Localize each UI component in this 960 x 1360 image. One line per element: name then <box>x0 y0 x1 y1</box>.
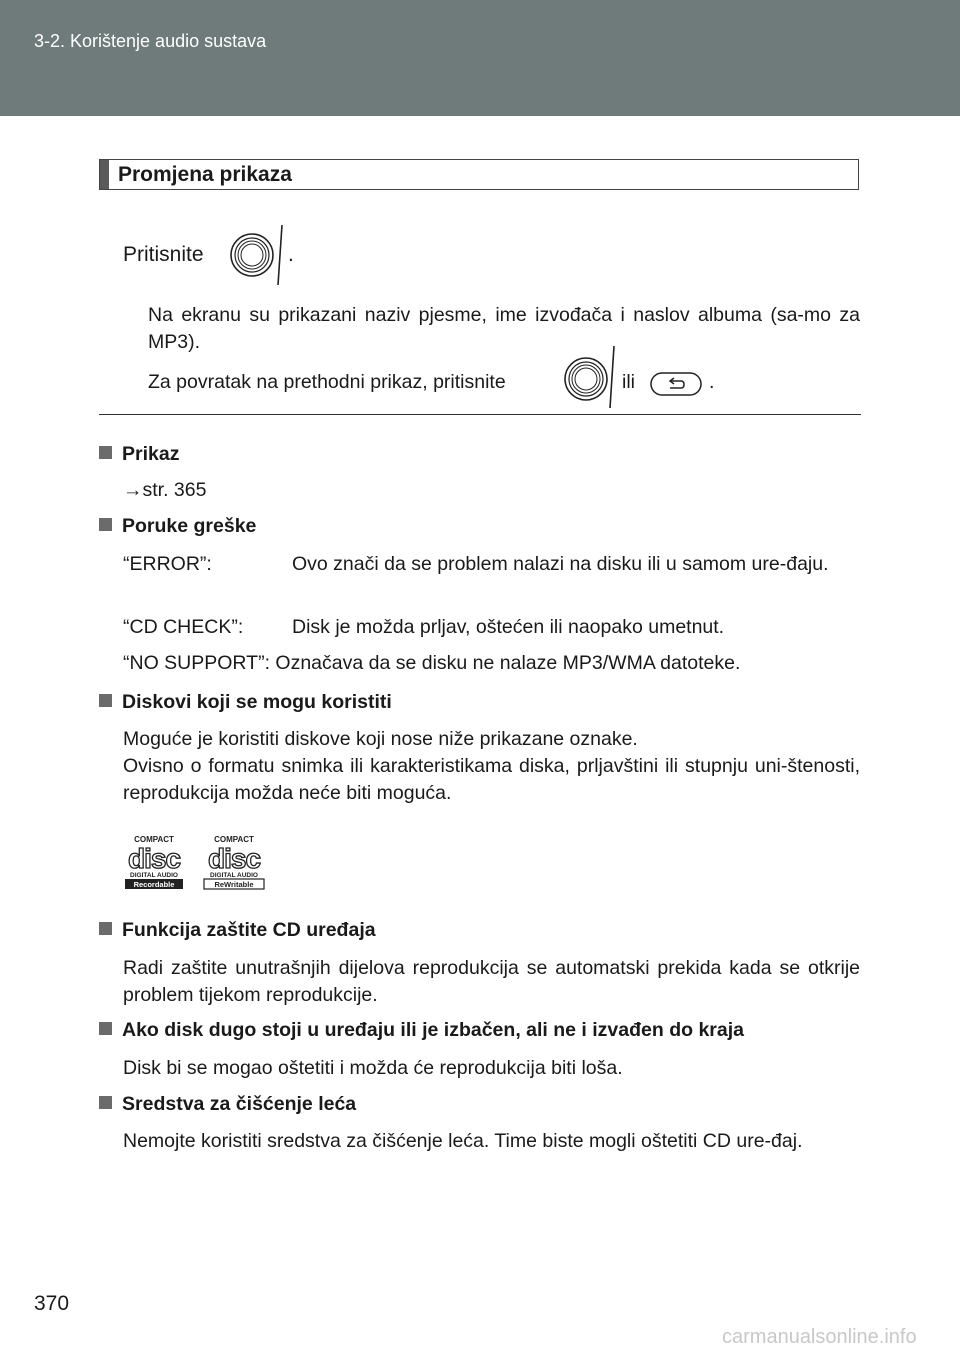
bullet-square-icon <box>99 922 112 935</box>
bullet-square-icon <box>99 1022 112 1035</box>
return-or: ili <box>622 371 635 393</box>
cdcheck-value: Disk je možda prljav, oštećen ili naopako umetnut. <box>292 616 725 638</box>
protection-body: Radi zaštite unutrašnjih dijelova reprodukcija se automatski prekida kada se otkrije problem tijekom reprodukcije. <box>123 957 860 1006</box>
svg-text:disc: disc <box>127 843 181 874</box>
back-button-icon <box>650 372 702 396</box>
heading-cleaner: Sredstva za čišćenje leća <box>99 1091 356 1118</box>
press-end: . <box>288 243 294 266</box>
watermark: carmanualsonline.info <box>722 1326 917 1348</box>
breadcrumb: 3-2. Korištenje audio sustava <box>34 31 267 51</box>
display-description: Na ekranu su prikazani naziv pjesme, ime izvođača i naslov albuma (sa-mo za MP3). <box>148 304 860 353</box>
cleaner-body: Nemojte koristiti sredstva za čišćenje leća. Time biste mogli oštetiti CD ure-đaj. <box>123 1130 803 1152</box>
ejected-body: Disk bi se mogao oštetiti i možda će reprodukcija biti loša. <box>123 1057 623 1079</box>
section-divider <box>99 414 861 415</box>
svg-text:COMPACT: COMPACT <box>214 835 254 844</box>
error-value: Ovo znači da se problem nalazi na disku ili u samom ure-đaju. <box>292 553 829 575</box>
section-title-bar <box>100 160 109 189</box>
return-end: . <box>709 371 715 393</box>
svg-text:disc: disc <box>207 843 261 874</box>
return-instruction: Za povratak na prethodni prikaz, pritisnite <box>148 371 506 393</box>
page-number: 370 <box>34 1292 70 1315</box>
heading-prikaz: Prikaz <box>99 441 179 468</box>
heading-ejected: Ako disk dugo stoji u uređaju ili je izbačen, ali ne i izvađen do kraja <box>99 1017 744 1044</box>
heading-discs: Diskovi koji se mogu koristiti <box>99 689 392 716</box>
cdcheck-key: “CD CHECK”: <box>123 616 244 638</box>
error-key: “ERROR”: <box>123 553 212 575</box>
svg-text:ReWritable: ReWritable <box>214 880 254 889</box>
bullet-square-icon <box>99 518 112 531</box>
page-header <box>0 0 960 116</box>
discs-line1: Moguće je koristiti diskove koji nose niže prikazane oznake. <box>123 728 638 750</box>
page-reference: →str. 365 <box>123 479 207 501</box>
section-title: Promjena prikaza <box>118 163 292 186</box>
svg-text:DIGITAL AUDIO: DIGITAL AUDIO <box>130 872 178 879</box>
heading-protection: Funkcija zaštite CD uređaja <box>99 917 376 944</box>
bullet-square-icon <box>99 446 112 459</box>
bullet-square-icon <box>99 1096 112 1109</box>
svg-text:Recordable: Recordable <box>133 880 175 889</box>
knob-button-icon <box>560 346 624 408</box>
svg-text:COMPACT: COMPACT <box>134 835 174 844</box>
heading-errors: Poruke greške <box>99 513 256 540</box>
bullet-square-icon <box>99 694 112 707</box>
compact-disc-rewritable-logo <box>201 834 267 890</box>
compact-disc-recordable-logo <box>122 834 186 890</box>
nosupport-message: “NO SUPPORT”: Označava da se disku ne nalaze MP3/WMA datoteke. <box>123 652 741 674</box>
discs-line2: Ovisno o formatu snimka ili karakteristikama diska, prljavštini ili stupnju uni-štenosti, reprodukcija možda neće biti moguća. <box>123 755 860 804</box>
svg-text:DIGITAL AUDIO: DIGITAL AUDIO <box>210 872 258 879</box>
press-instruction: Pritisnite <box>123 243 204 266</box>
knob-button-icon <box>226 225 290 285</box>
section-title-box <box>99 159 859 190</box>
